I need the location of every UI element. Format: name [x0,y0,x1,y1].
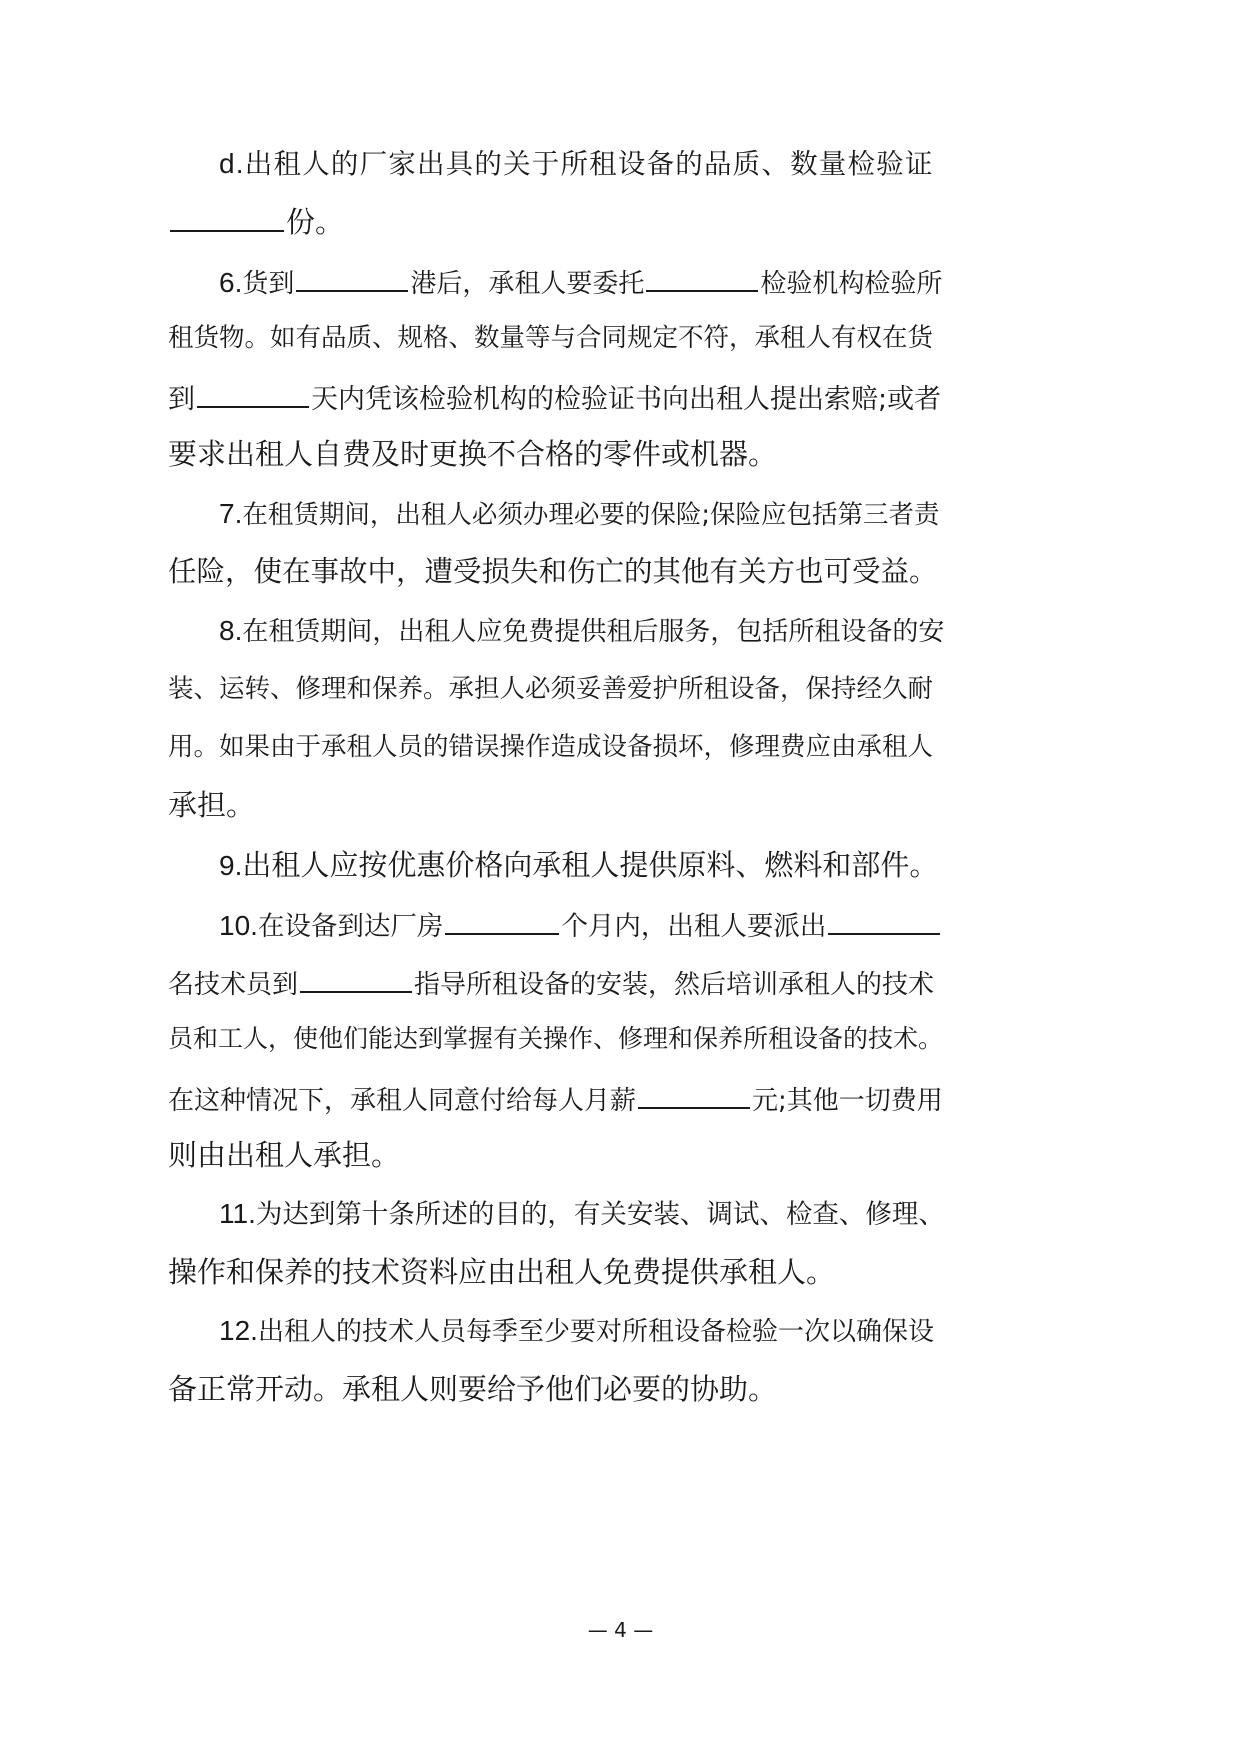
clause-number: 6. [219,267,243,298]
clause-text: 货到 [242,269,295,299]
blank-field[interactable] [646,262,758,292]
clause-6-line-3 [168,378,941,418]
clause-text: 要求出租人自费及时更换不合格的零件或机器。 [168,437,778,471]
clause-text: 检验机构检验所 [760,269,943,299]
clause-d-line-1 [219,146,934,186]
clause-8-line-4 [168,787,255,827]
clause-text: 出租人的技术人员每季至少要对所租设备检验一次以确保设 [257,1317,934,1347]
clause-11-line-2 [168,1254,835,1294]
clause-8-line-1 [219,613,944,653]
clause-text: 在租赁期间，出租人应免费提供租后服务，包括所租设备的安 [242,617,945,647]
clause-text: 名技术员到 [168,970,299,1000]
clause-label: d. [219,148,245,179]
clause-number: 12. [219,1315,258,1346]
clause-6-line-1 [219,262,942,302]
clause-6-line-2 [168,320,933,360]
clause-text: 承担。 [168,788,256,822]
clause-text: 出租人的厂家出具的关于所租设备的品质、数量检验证 [244,148,934,180]
clause-8-line-3 [168,729,933,769]
blank-field[interactable] [300,963,412,993]
clause-text: 操作和保养的技术资料应由出租人免费提供承租人。 [168,1255,836,1289]
blank-field[interactable] [170,202,284,232]
clause-text: 为达到第十条所述的目的，有关安装、调试、检查、修理、 [255,1199,945,1230]
clause-8-line-2 [168,671,933,711]
clause-text: 到 [168,384,195,415]
clause-text: 任险，使在事故中，遭受损失和伤亡的其他有关方也可受益。 [168,555,938,588]
clause-text: 天内凭该检验机构的检验证书向出租人提出索赔;或者 [311,384,942,415]
blank-field[interactable] [197,378,309,408]
page-number: — 4 — [587,1618,654,1642]
clause-number: 10. [219,910,258,941]
clause-text: 指导所租设备的安装，然后培训承租人的技术 [414,970,935,1000]
clause-text: 在这种情况下，承租人同意付给每人月薪 [168,1086,637,1116]
clause-6-line-4 [168,436,777,476]
clause-text: 租货物。如有品质、规格、数量等与合同规定不符，承租人有权在货 [168,323,934,353]
clause-10-line-1 [219,905,942,945]
clause-7-line-1 [219,496,939,536]
clause-number: 11. [219,1198,256,1229]
clause-text: 在租赁期间，出租人必须办理必要的保险;保险应包括第三者责 [242,500,940,530]
clause-text: 在设备到达厂房 [257,911,444,942]
clause-12-line-2 [168,1371,777,1411]
clause-number: 9. [219,850,243,881]
clause-10-line-2 [168,963,934,1003]
clause-number: 7. [219,498,243,529]
clause-text: 备正常开动。承租人则要给予他们必要的协助。 [168,1372,778,1406]
clause-10-line-4 [168,1079,943,1119]
clause-9-line-1 [219,847,938,887]
clause-text: 员和工人，使他们能达到掌握有关操作、修理和保养所租设备的技术。 [168,1024,944,1053]
blank-field[interactable] [445,905,559,935]
clause-text: 则由出租人承担。 [168,1138,401,1172]
blank-field[interactable] [296,262,408,292]
clause-text: 港后，承租人要委托 [410,269,645,299]
clause-text: 份。 [286,205,345,239]
blank-field[interactable] [638,1079,750,1109]
clause-d-line-2 [168,202,344,242]
clause-text: 元;其他一切费用 [752,1086,943,1116]
clause-10-line-5 [168,1137,400,1177]
clause-text: 出租人应按优惠价格向承租人提供原料、燃料和部件。 [242,848,939,882]
clause-text: 用。如果由于承租人员的错误操作造成设备损坏，修理费应由承租人 [168,732,934,762]
clause-10-line-3 [168,1021,943,1061]
clause-11-line-1 [219,1196,945,1236]
clause-12-line-1 [219,1313,934,1353]
clause-number: 8. [219,615,243,646]
blank-field[interactable] [828,905,940,935]
clause-text: 个月内，出租人要派出 [561,911,827,942]
clause-7-line-2 [168,554,938,594]
clause-text: 装、运转、修理和保养。承担人必须妥善爱护所租设备，保持经久耐 [168,674,934,704]
